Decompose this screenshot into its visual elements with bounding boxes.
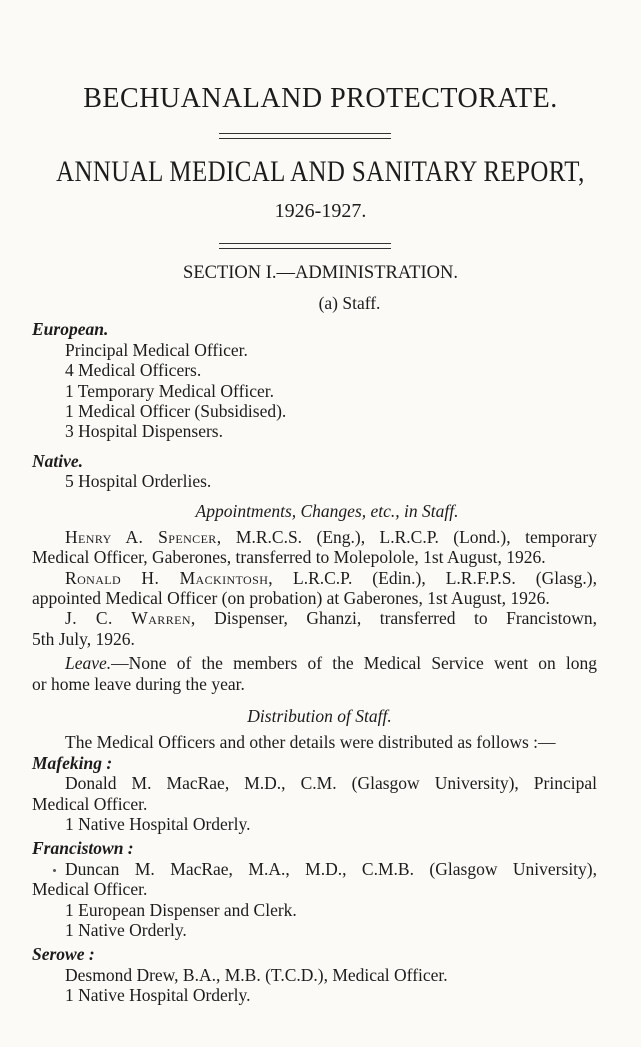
distribution-intro: The Medical Officers and other details were distributed as follows :— (65, 732, 556, 753)
appointment-detail: Medical Officer, Gaberones, transferred to Molepolole, 1st August, 1926. (32, 547, 546, 568)
station-line (32, 859, 597, 879)
station-line-text: Donald M. MacRae, M.D., C.M. (Glasgow University), Principal (65, 773, 597, 794)
list-item: 1 Temporary Medical Officer. (65, 380, 275, 401)
station-line-text: Desmond Drew, B.A., M.B. (T.C.D.), Medical Officer. (65, 964, 448, 985)
appointment-detail: appointed Medical Officer (on probation) at Gaberones, 1st August, 1926. (32, 588, 550, 609)
european-staff-list (32, 340, 597, 442)
appointment-detail: 5th July, 1926. (32, 628, 135, 649)
appointments-heading: Appointments, Changes, etc., in Staff. (195, 500, 459, 521)
section-divider (219, 243, 391, 249)
station-line (32, 985, 597, 1005)
station-line (32, 814, 597, 834)
station-name: Serowe : (32, 944, 95, 965)
station-line (32, 879, 597, 899)
staff-subheading: (a) Staff. (318, 293, 381, 313)
station-block (32, 834, 597, 940)
appointment-detail: Dispenser, Ghanzi, transferred to Francistown, (214, 608, 598, 629)
station-block (32, 940, 597, 1005)
appointment-entry (32, 608, 597, 649)
document-title: BECHUANALAND PROTECTORATE. (83, 83, 558, 114)
station-line (32, 794, 597, 814)
leave-text: or home leave during the year. (32, 673, 245, 694)
report-body (32, 293, 597, 1006)
staff-name: Henry A. Spencer, (65, 526, 222, 547)
list-item: Principal Medical Officer. (65, 339, 248, 360)
station-line (32, 900, 597, 920)
station-line (32, 920, 597, 940)
leave-paragraph (32, 653, 597, 694)
station-line-text: 1 Native Orderly. (65, 919, 187, 940)
leave-label: Leave. (65, 653, 112, 674)
staff-name: Ronald H. Mackintosh, (65, 567, 274, 588)
report-years: 1926-1927. (274, 200, 367, 222)
station-line (32, 773, 597, 793)
list-item: 4 Medical Officers. (65, 360, 202, 381)
station-line (32, 965, 597, 985)
list-item: 1 Medical Officer (Subsidised). (65, 400, 287, 421)
report-subtitle: ANNUAL MEDICAL AND SANITARY REPORT, (56, 155, 585, 188)
station-name: Francistown : (32, 838, 134, 859)
station-block (32, 753, 597, 835)
station-list (32, 753, 597, 1006)
station-line-text: 1 Native Hospital Orderly. (65, 813, 251, 834)
station-line-text: Medical Officer. (32, 793, 148, 814)
european-heading: European. (32, 319, 109, 340)
margin-mark (53, 869, 56, 872)
appointment-detail: L.R.C.P. (Edin.), L.R.F.P.S. (Glasg.), (293, 567, 597, 588)
list-item: 5 Hospital Orderlies. (65, 471, 212, 492)
station-line-text: Medical Officer. (32, 879, 148, 900)
title-divider (219, 133, 391, 139)
appointment-detail: M.R.C.S. (Eng.), L.R.C.P. (Lond.), temporary (235, 526, 597, 547)
appointment-entry (32, 568, 597, 609)
station-name: Mafeking : (32, 752, 113, 773)
native-staff-list (32, 471, 597, 491)
leave-text: —None of the members of the Medical Service went on long (111, 653, 597, 674)
station-line-text: Duncan M. MacRae, M.A., M.D., C.M.B. (Glasgow University), (65, 858, 597, 879)
appointment-entry (32, 527, 597, 568)
native-heading: Native. (32, 450, 84, 471)
distribution-heading: Distribution of Staff. (247, 706, 392, 727)
section-heading: SECTION I.—ADMINISTRATION. (183, 263, 458, 283)
list-item: 3 Hospital Dispensers. (65, 421, 223, 442)
station-line-text: 1 Native Hospital Orderly. (65, 985, 251, 1006)
staff-name: J. C. Warren, (65, 608, 196, 629)
station-line-text: 1 European Dispenser and Clerk. (65, 899, 297, 920)
